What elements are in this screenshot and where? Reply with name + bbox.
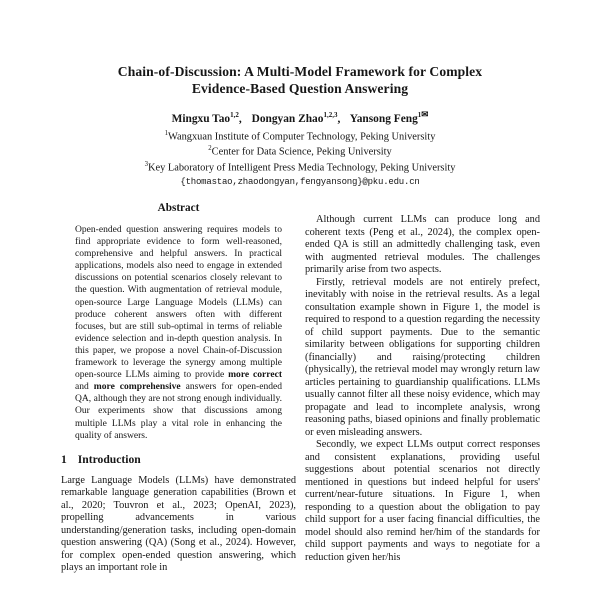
paper-title (0, 64, 600, 97)
affiliation-2: $^2$Center for Data Science, Peking University (208, 145, 392, 158)
author-2: Dongyan Zhao$^{1,2,3}$, (251, 111, 341, 125)
abstract-heading: Abstract (157, 202, 200, 214)
right-column (305, 214, 540, 564)
section-heading-introduction (61, 453, 296, 466)
author-separator: , (337, 112, 341, 125)
affiliation-3: $^3$Key Laboratory of Intelligent Press Media Technology, Peking University (144, 161, 456, 174)
paper-title-line2: Evidence-Based Question Answering (191, 80, 409, 96)
abstract-part1: Open-ended question answering requires models to find appropriate evidence to form well-reasoned, comprehensive and helpful answers. In practical applications, models also need to engage in extended discussions on potential scenarios closely relevant to the question. With augmentation of retrieval module, open-source Large Language Models (LLMs) can produce coherent answers often with different focuses, but are still sub-optimal in terms of reliable evidence selection and in-depth question analysis. In this paper, we propose a novel Chain-of-Discussion framework to leverage the synergy among multiple open-source LLMs aiming to provide (75, 224, 282, 381)
right-paragraph-2: Firstly, retrieval models are not entirely prefect, inevitably with noise in the retrieval results. As a legal consultation example shown in Figure 1, the model is required to respond to a question regarding the necessity of child support payments. Due to the semantic similarity between obligations for supporting children (financially) and raising/protecting children (physically), the retrieval model may wrongly return law articles pertaining to guardianship qualifications. LLMs usually cannot filter all these noisy evidence, which may propagate and lead to incomplete analysis, wrong reasoning paths, biased opinions and finally problematic or even misleading answers. (305, 276, 540, 438)
paper-header (0, 64, 600, 187)
affiliation-1: $^1$Wangxuan Institute of Computer Technology, Peking University (164, 129, 436, 143)
paper-title-line1: Chain-of-Discussion: A Multi-Model Framework for Complex (117, 64, 483, 79)
author-separator: , (238, 112, 242, 125)
abstract-part2: answers for open-ended QA, although they are not strong enough individually. Our experiments show that discussions among multiple LLMs play a vital role in enhancing the quality of answers. (75, 381, 283, 441)
right-paragraph-1: Although current LLMs can produce long and coherent texts (Peng et al., 2024), the complex open-ended QA is still an admittedly challenging task, even with augmented retrieval modules. The challenges primarily arise from two aspects. (305, 214, 540, 275)
section-number: 1 (61, 452, 67, 466)
affiliations (0, 128, 600, 175)
author-3: Yansong Feng$^{1✉}$ (349, 109, 429, 125)
author-1-affil-sup: 1,2 (230, 111, 239, 119)
left-column (61, 202, 296, 575)
right-paragraph-3: Secondly, we expect LLMs output correct responses and consistent explanations, providing useful suggestions about potential scenarios not directly mentioned in questions but indeed helpful for users' current/near-future situations. In Figure 1, when responding to a question about the obligation to pay child support for a user facing financial difficulties, the model should also remind her/him of the standards for child support payments and ways to negotiate for a reduction given her/his (305, 439, 540, 563)
author-2-affil-sup: 1,2,3 (323, 111, 338, 119)
abstract-bold-more-comprehensive: more comprehensive (93, 381, 181, 393)
author-line (0, 109, 600, 125)
abstract-mid: and (75, 381, 94, 393)
abstract-text (61, 224, 296, 442)
introduction-paragraph-1: Large Language Models (LLMs) have demonstrated remarkable language generation capabilities (Brown et al., 2020; Touvron et al., 2023; OpenAI, 2023), propelling advancements in various understanding/generation tasks, including open-domain question answering (QA) (Song et al., 2024). However, for complex open-ended question answering, which plays an important role in (61, 474, 296, 574)
corresponding-author-envelope-icon: ✉ (421, 109, 429, 119)
author-3-affil-sup: 1 (417, 111, 422, 119)
contact-email: {thomastao,zhaodongyan,fengyansong}@pku.edu.cn (180, 176, 420, 187)
abstract-bold-more-correct: more correct (228, 369, 282, 381)
author-1: Mingxu Tao$^{1,2}$, (171, 111, 242, 125)
section-title: Introduction (77, 452, 141, 466)
